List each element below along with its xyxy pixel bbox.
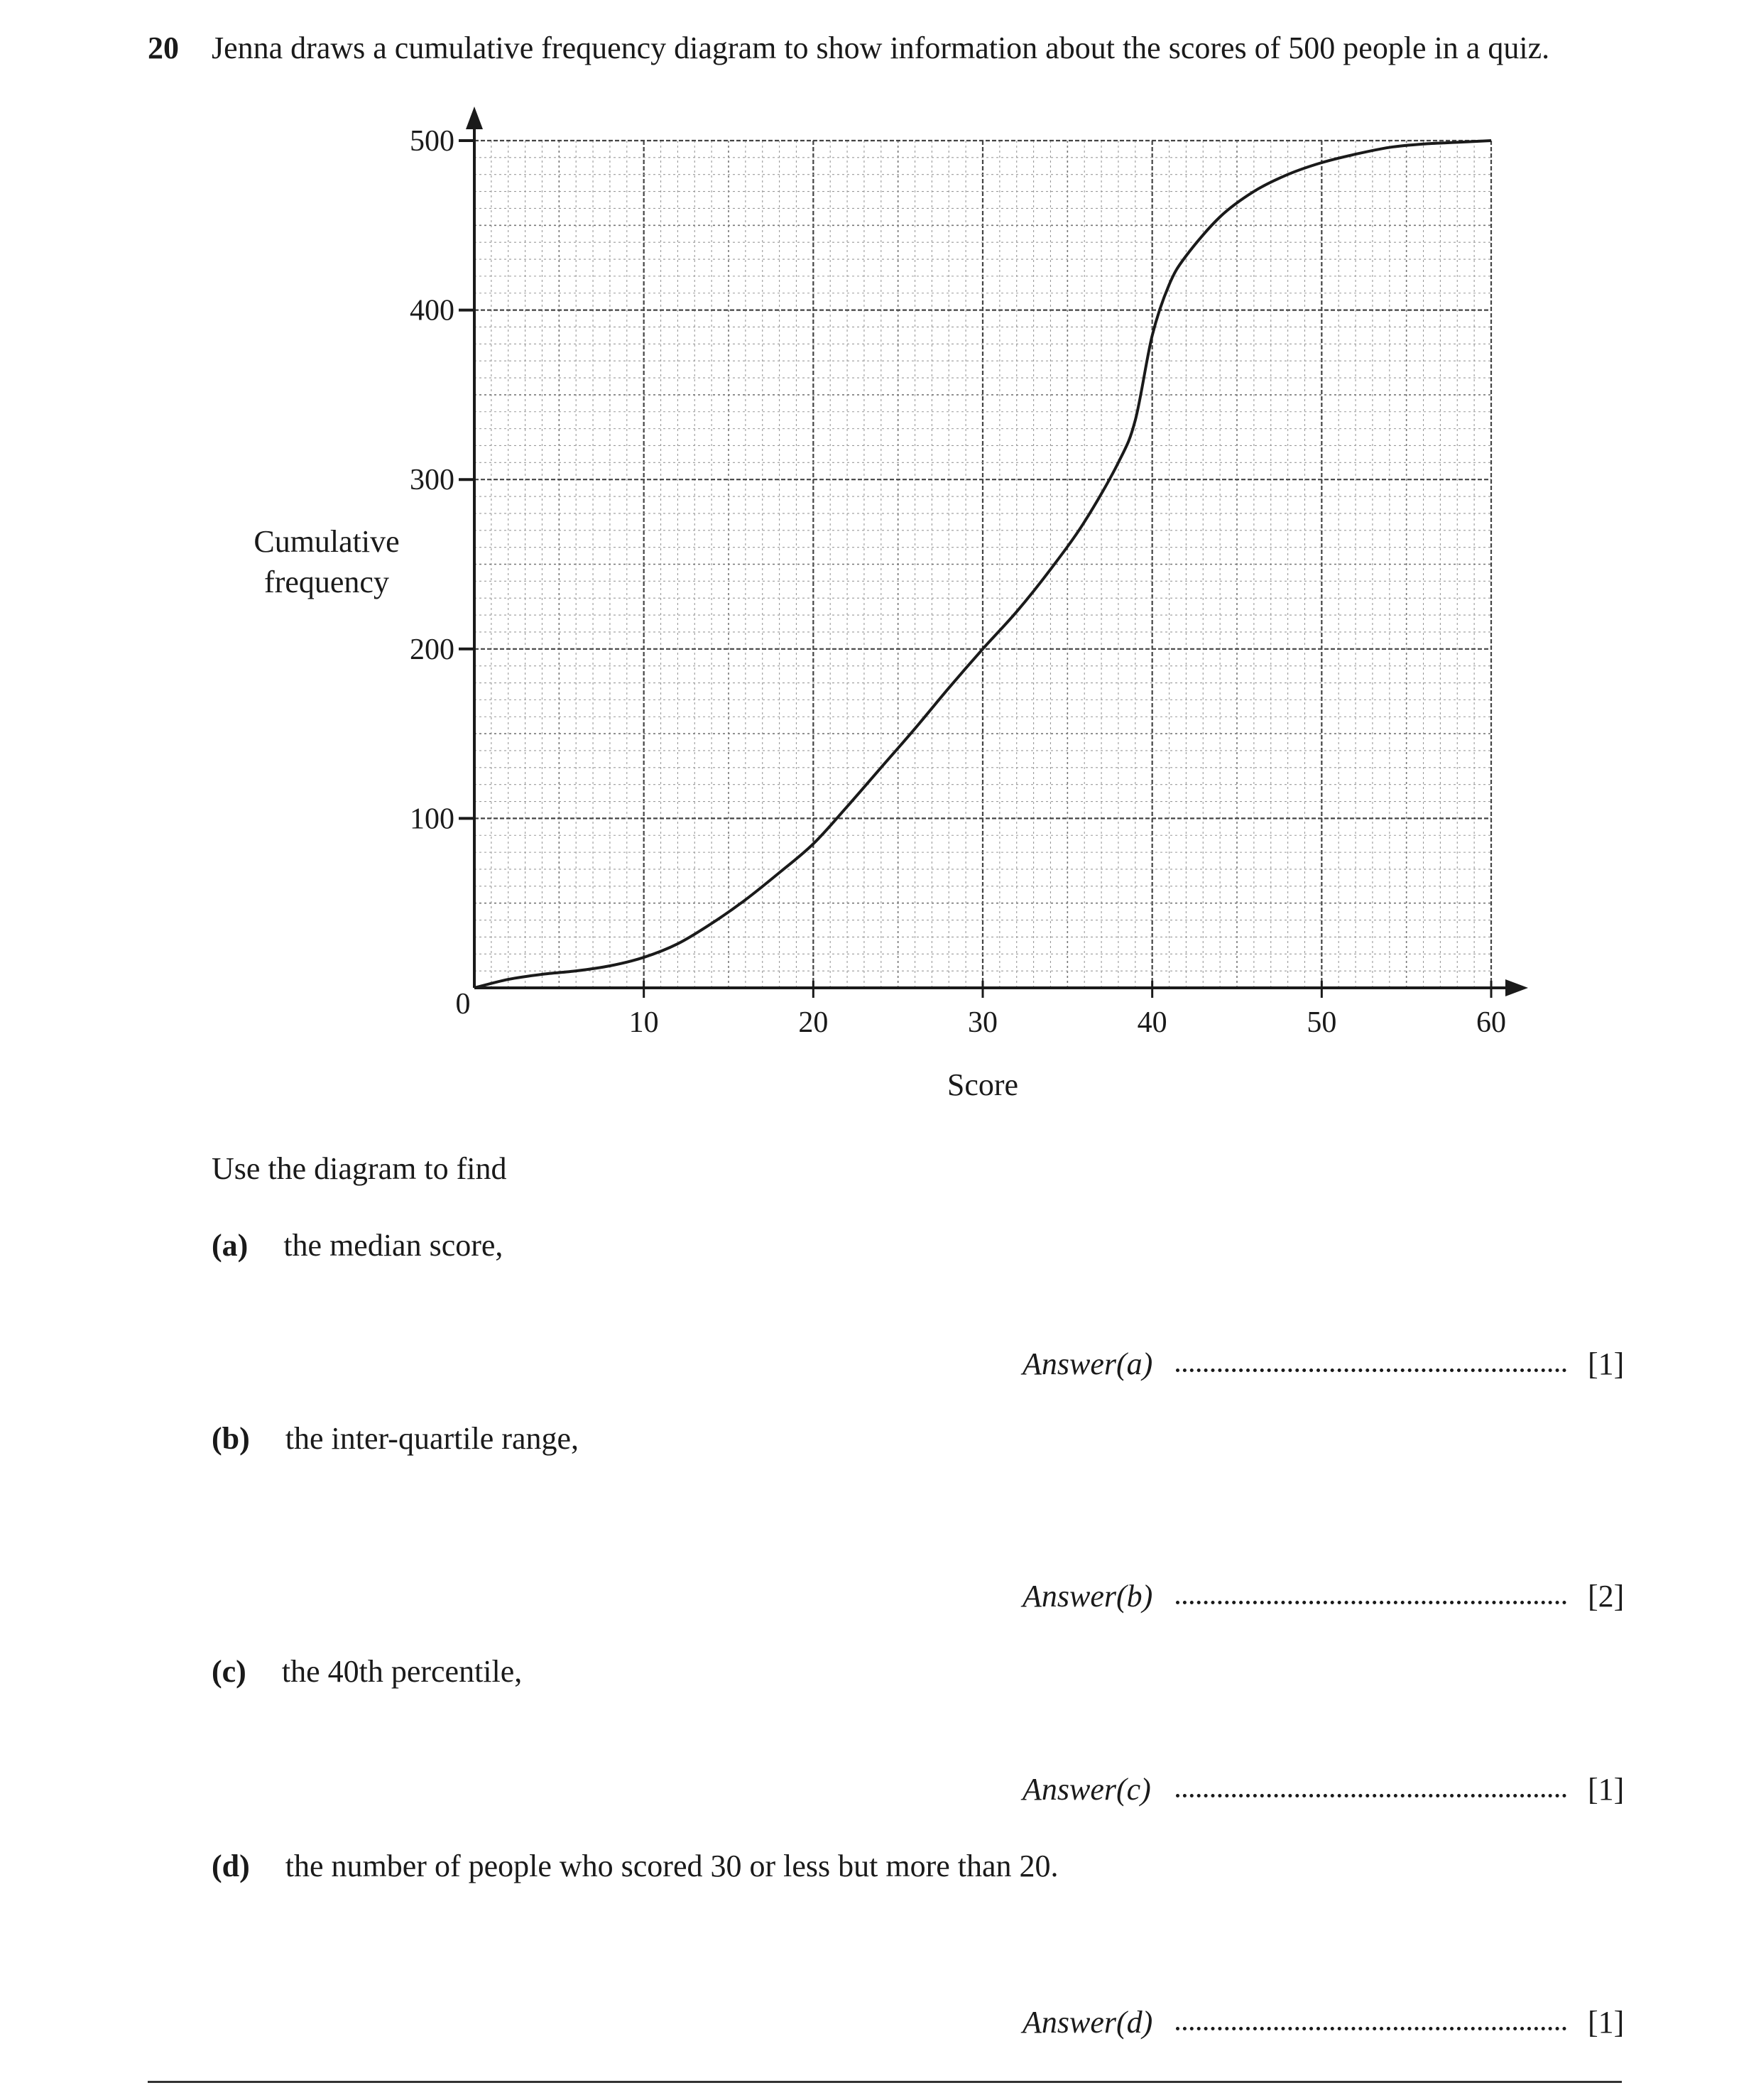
answer-b-line[interactable]	[1176, 1601, 1566, 1604]
part-b-label: (b)	[212, 1421, 250, 1456]
part-b	[212, 1420, 579, 1457]
part-c	[212, 1653, 522, 1690]
question-text: Jenna draws a cumulative frequency diagram to show information about the scores of 500 people in a quiz.	[212, 31, 1550, 65]
x-tick-label: 20	[798, 1006, 829, 1039]
y-tick-label: 200	[410, 633, 454, 666]
part-a-text: the median score,	[283, 1228, 503, 1263]
answer-b-label: Answer(b)	[1023, 1579, 1153, 1614]
x-axis-title: Score	[947, 1067, 1019, 1102]
answer-c-line[interactable]	[1176, 1794, 1566, 1797]
x-tick-label: 40	[1137, 1006, 1167, 1039]
part-a-label: (a)	[212, 1228, 249, 1263]
x-tick-label: 30	[968, 1006, 998, 1039]
x-tick-label: 50	[1307, 1006, 1337, 1039]
part-d-text: the number of people who scored 30 or less but more than 20.	[285, 1849, 1059, 1883]
y-tick-label: 400	[410, 294, 454, 327]
question-number: 20	[148, 31, 179, 65]
intro-text: Use the diagram to find	[212, 1151, 507, 1186]
answer-d-label: Answer(d)	[1023, 2005, 1153, 2040]
part-c-text: the 40th percentile,	[281, 1654, 523, 1689]
marks-b: [2]	[1588, 1579, 1625, 1614]
y-tick-label: 100	[410, 803, 454, 836]
part-d-label: (d)	[212, 1849, 250, 1883]
answer-a-line[interactable]	[1176, 1369, 1566, 1372]
part-c-label: (c)	[212, 1654, 246, 1689]
y-axis-arrow	[466, 107, 483, 129]
y-tick-label: 500	[410, 125, 454, 158]
origin-label: 0	[455, 988, 471, 1021]
part-d	[212, 1848, 1059, 1884]
marks-d: [1]	[1588, 2005, 1625, 2040]
y-axis-title	[241, 521, 412, 602]
answer-d-line[interactable]	[1176, 2027, 1566, 2030]
x-tick-label: 60	[1476, 1006, 1506, 1039]
x-axis-arrow	[1505, 979, 1528, 996]
y-axis-title-line-1: Cumulative	[253, 524, 400, 559]
marks-c: [1]	[1588, 1772, 1625, 1807]
answer-a-label: Answer(a)	[1023, 1346, 1153, 1381]
part-b-text: the inter-quartile range,	[285, 1421, 579, 1456]
part-a	[212, 1227, 503, 1263]
answer-c-label: Answer(c)	[1023, 1772, 1151, 1807]
x-tick-label: 10	[628, 1006, 659, 1039]
bottom-rule	[148, 2081, 1622, 2083]
y-tick-label: 300	[410, 464, 454, 497]
marks-a: [1]	[1588, 1346, 1625, 1381]
y-axis-title-line-2: frequency	[264, 565, 389, 599]
